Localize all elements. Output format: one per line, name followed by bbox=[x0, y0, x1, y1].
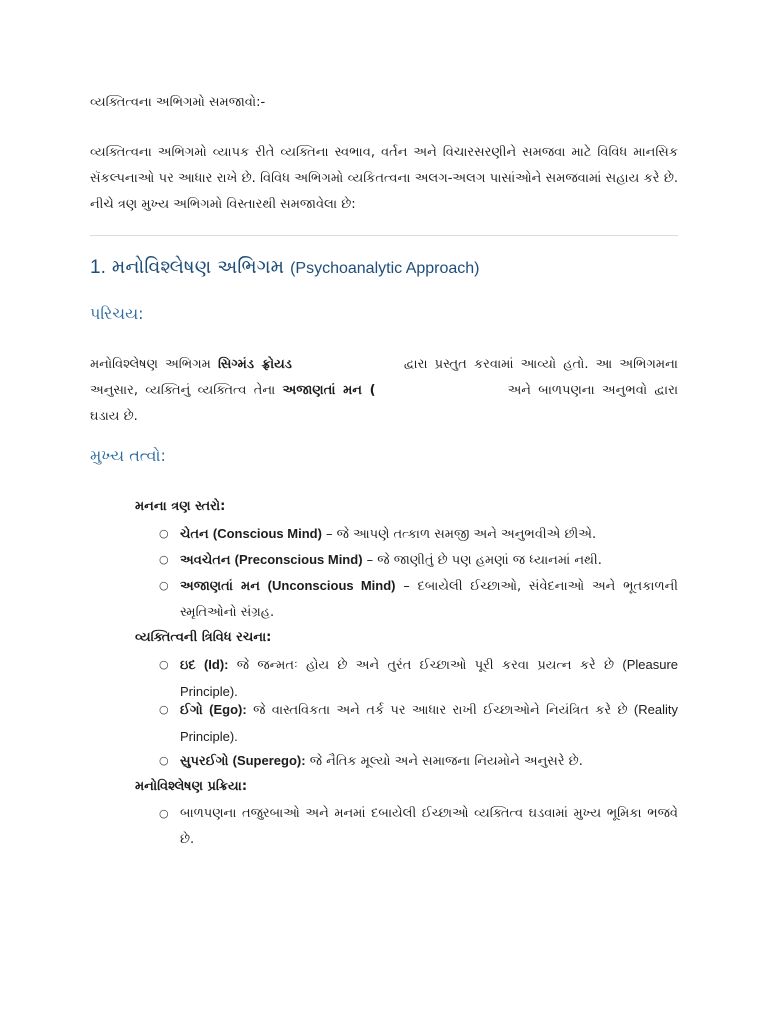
section-number: 1. bbox=[90, 257, 106, 278]
group-heading-process: મનોવિશ્લેષણ પ્રક્રિયા: bbox=[135, 779, 248, 794]
item-term-english: (Preconscious Mind) bbox=[234, 552, 363, 567]
item-tail-english: (Reality Principle). bbox=[180, 702, 678, 744]
section-heading bbox=[90, 254, 480, 282]
intro-paragraph: વ્યક્તિત્વના અભિગમો વ્યાપક રીતે વ્યક્તિના સ્વભાવ, વર્તન અને વિચારસરણીને સમજવા માટે વિવિધ માનસિક સૅકલ્પનાઓ પર આધાર રાખે છે. વિવિધ અભિગમો વ્યકિતત્વના અલગ-અલગ પાસાંઓને સમજવામાં સહાય કરે છે. નીચે ત્રણ મુખ્ય અભિગમો વિસ્તારથી સમજાવેલા છે: bbox=[90, 145, 678, 212]
intro-title: વ્યક્તિત્વના અભિગમો સમજાવો:- bbox=[90, 95, 266, 110]
item-term: સુપરઈગો bbox=[180, 754, 229, 769]
section-title-gujarati: મનોવિશ્લેષણ અભિગમ bbox=[111, 256, 285, 278]
bullet-circle-icon: ○ bbox=[159, 754, 169, 767]
intro-body-paragraph bbox=[90, 352, 678, 430]
item-text: જે જન્મતઃ હોય છે અને તુરંત ઈચ્છાઓ પૂરી કરવા પ્રયત્ન કરે છે bbox=[236, 658, 615, 673]
intro-bold-unconscious: અજાણતાં મન ( bbox=[282, 383, 376, 398]
elements-subheading: મુખ્ય તત્વો: bbox=[90, 446, 166, 465]
group-heading-structure: વ્યક્તિત્વની ત્રિવિધ રચના: bbox=[135, 630, 272, 645]
section-title-english: (Psychoanalytic Approach) bbox=[290, 260, 480, 277]
intro-text-2: દ્વારા પ્રસ્તુત કરવામાં આવ્યો હતો. આ અભિગમના અનુસાર, વ્યક્તિનું વ્યક્તિત્વ તેના bbox=[90, 357, 678, 398]
item-tail-english: (Pleasure Principle). bbox=[180, 657, 679, 699]
item-text: જે નૈતિક મૂલ્યો અને સમાજના નિયમોને અનુસરે છે. bbox=[309, 754, 583, 769]
group-heading-levels: મનના ત્રણ સ્તરો: bbox=[135, 499, 226, 514]
intro-text-4: બાળપણના અનુભવો દ્વારા ઘડાય છે. bbox=[90, 383, 678, 424]
item-term-english: (Ego): bbox=[209, 702, 247, 717]
intro-subheading: પરિચય: bbox=[90, 304, 144, 323]
intro-text-3: અને bbox=[507, 383, 531, 398]
bullet-circle-icon: ○ bbox=[159, 807, 169, 820]
item-text: – દબાયેલી ઈચ્છાઓ, સંવેદનાઓ અને ભૂતકાળની સ્મૃતિઓનો સંગ્રહ. bbox=[180, 579, 679, 620]
bullet-circle-icon: ○ bbox=[159, 553, 169, 566]
item-text: – જે જાણીતું છે પણ હમણાં જ ધ્યાનમાં નથી. bbox=[366, 553, 602, 568]
intro-bold-freud: સિગ્મંડ ફ્રોયડ bbox=[217, 357, 292, 372]
item-term: અવચેતન bbox=[180, 553, 231, 568]
item-term: ઈગો bbox=[180, 703, 203, 718]
bullet-circle-icon: ○ bbox=[159, 527, 169, 540]
bullet-circle-icon: ○ bbox=[159, 658, 169, 671]
bullet-circle-icon: ○ bbox=[159, 703, 169, 716]
item-term: ચેતન bbox=[180, 527, 209, 542]
item-text: બાળપણના તજુરબાઓ અને મનમાં દબાયેલી ઈચ્છાઓ વ્યક્તિત્વ ઘડવામાં મુખ્ય ભૂમિકા ભજવે છે. bbox=[180, 806, 678, 847]
item-term: ઇદ bbox=[180, 658, 196, 673]
item-term-english: (Superego): bbox=[232, 753, 306, 768]
intro-text-1: મનોવિશ્લેષણ અભિગમ bbox=[90, 357, 218, 372]
item-term: અજાણતાં મન bbox=[180, 579, 260, 594]
item-term-english: (Unconscious Mind) bbox=[267, 578, 396, 593]
item-term-english: (Conscious Mind) bbox=[212, 526, 322, 541]
horizontal-divider bbox=[90, 235, 678, 236]
item-term-english: (Id): bbox=[203, 657, 229, 672]
item-text: જે વાસ્તવિકતા અને તર્ક પર આધાર રાખી ઈચ્છાઓને નિયંત્રિત કરે છે bbox=[253, 703, 628, 718]
item-text: – જે આપણે તત્કાળ સમજી અને અનુભવીએ છીએ. bbox=[326, 527, 597, 542]
bullet-circle-icon: ○ bbox=[159, 579, 169, 592]
